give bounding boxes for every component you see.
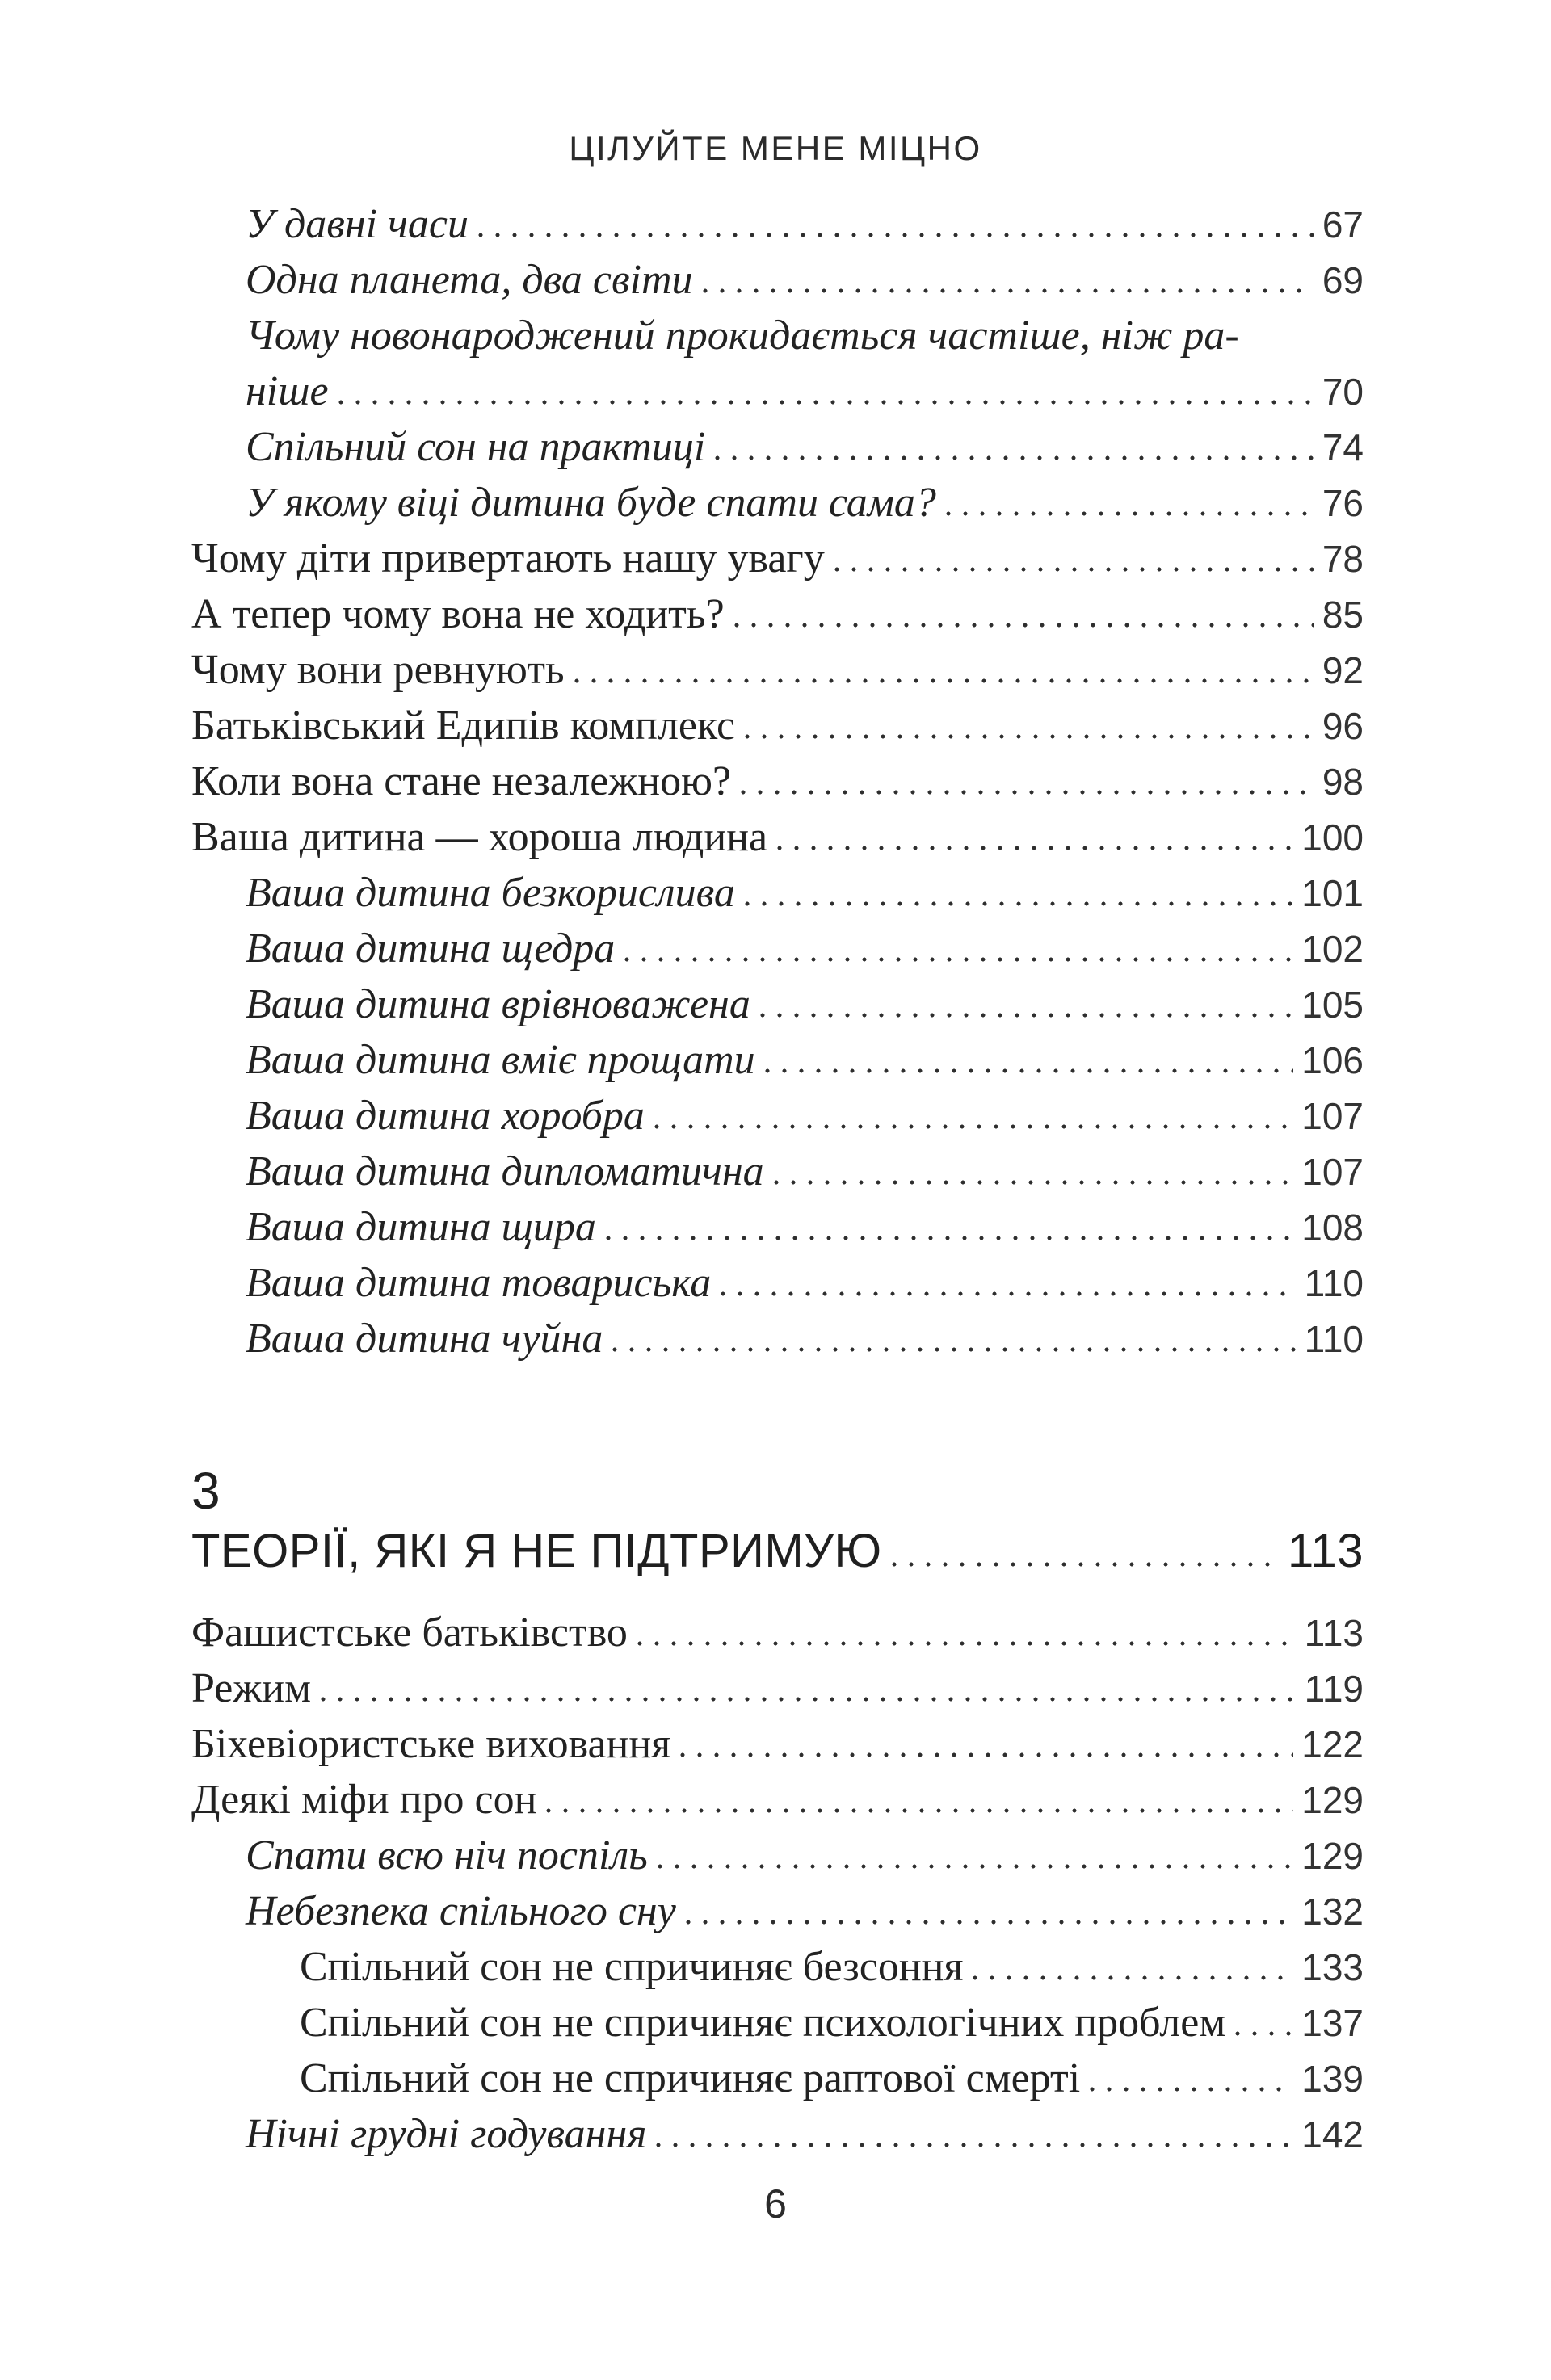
entry-title: У якому віці дитина буде спати сама?	[246, 480, 936, 526]
entry-page-number: 110	[1304, 1318, 1364, 1360]
toc-entry	[191, 1255, 1364, 1311]
entry-page-number: 98	[1322, 761, 1364, 803]
toc-entry	[191, 1088, 1364, 1144]
dot-leader	[703, 288, 1314, 293]
toc-entry	[191, 586, 1364, 642]
dot-leader	[546, 1808, 1293, 1813]
entry-page-number: 101	[1301, 872, 1364, 914]
toc-entry	[191, 475, 1364, 531]
dot-leader	[973, 1975, 1293, 1980]
dot-leader	[686, 1920, 1293, 1925]
running-header: ЦІЛУЙТЕ МЕНЕ МІЦНО	[569, 129, 982, 167]
dot-leader	[654, 1124, 1293, 1129]
dot-leader	[777, 846, 1293, 850]
toc-entry	[191, 1032, 1364, 1088]
table-of-contents	[191, 196, 1364, 2162]
entry-title: Спільний сон не спричиняє безсоння	[300, 1944, 964, 1990]
toc-entry	[191, 1660, 1364, 1716]
dot-leader	[715, 455, 1314, 460]
dot-leader	[721, 1291, 1296, 1296]
toc-entry	[191, 1716, 1364, 1772]
entry-page-number: 76	[1322, 482, 1364, 524]
entry-title: Ваша дитина щира	[246, 1204, 596, 1250]
entry-title: Ваша дитина товариська	[246, 1260, 712, 1306]
entry-page-number: 74	[1322, 426, 1364, 468]
dot-leader	[658, 1864, 1293, 1869]
toc-entry	[191, 196, 1364, 252]
entry-page-number: 142	[1301, 2113, 1364, 2155]
entry-page-number: 139	[1301, 2058, 1364, 2100]
entry-title: Ваша дитина безкорислива	[246, 870, 735, 916]
entry-page-number: 100	[1301, 816, 1364, 858]
toc-entry	[191, 1772, 1364, 1828]
entry-title: Спати всю ніч поспіль	[246, 1832, 648, 1878]
entry-title: Чому новонароджений прокидається частіше, ніж ра-	[246, 313, 1239, 359]
entry-page-number: 85	[1322, 594, 1364, 636]
toc-entry	[191, 698, 1364, 753]
entry-title: Ваша дитина хоробра	[246, 1093, 645, 1139]
entry-page-number: 106	[1301, 1039, 1364, 1081]
entry-page-number: 107	[1301, 1151, 1364, 1193]
entry-page-number: 108	[1301, 1207, 1364, 1249]
entry-title: Небезпека спільного сну	[246, 1888, 676, 1934]
toc-entry	[191, 252, 1364, 308]
entry-title: Одна планета, два світи	[246, 257, 693, 303]
toc-entry	[191, 2050, 1364, 2106]
toc-entry	[191, 809, 1364, 865]
chapter-page-number: 113	[1288, 1525, 1364, 1577]
toc-entry	[191, 1311, 1364, 1366]
entry-title: Ваша дитина врівноважена	[246, 981, 750, 1027]
entry-title: Біхевіористське виховання	[191, 1721, 671, 1767]
dot-leader	[656, 2143, 1293, 2147]
dot-leader	[760, 1013, 1293, 1018]
entry-page-number: 92	[1322, 649, 1364, 691]
toc-entry	[191, 865, 1364, 921]
toc-section-bottom	[191, 1605, 1364, 2162]
entry-title: Спільний сон не спричиняє психологічних проблем	[300, 2000, 1226, 2046]
entry-title: Чому вони ревнують	[191, 647, 565, 693]
dot-leader	[612, 1347, 1296, 1352]
dot-leader	[321, 1697, 1297, 1702]
chapter-title: ТЕОРІЇ, ЯКІ Я НЕ ПІДТРИМУЮ	[191, 1525, 882, 1577]
toc-entry	[191, 976, 1364, 1032]
toc-entry	[191, 1939, 1364, 1995]
toc-entry	[191, 1199, 1364, 1255]
entry-page-number: 69	[1322, 259, 1364, 301]
entry-page-number: 110	[1304, 1262, 1364, 1304]
entry-title: А тепер чому вона не ходить?	[191, 591, 725, 637]
dot-leader	[946, 511, 1314, 516]
dot-leader	[834, 567, 1314, 572]
entry-page-number: 129	[1301, 1779, 1364, 1821]
entry-title: Ваша дитина щедра	[246, 926, 616, 972]
dot-leader	[574, 678, 1314, 683]
dot-leader	[741, 790, 1314, 795]
dot-leader	[1235, 2031, 1293, 2036]
entry-page-number: 133	[1301, 1946, 1364, 1988]
entry-title: ніше	[246, 368, 329, 414]
entry-page-number: 107	[1301, 1095, 1364, 1137]
toc-entry	[191, 308, 1364, 363]
toc-entry	[191, 1883, 1364, 1939]
toc-chapter-entry	[191, 1525, 1364, 1578]
dot-leader	[734, 623, 1314, 628]
toc-entry	[191, 1144, 1364, 1199]
toc-entry	[191, 753, 1364, 809]
entry-page-number: 96	[1322, 705, 1364, 747]
entry-page-number: 102	[1301, 928, 1364, 970]
toc-entry	[191, 419, 1364, 475]
toc-entry	[191, 642, 1364, 698]
entry-title: Батьківський Едипів комплекс	[191, 703, 736, 749]
entry-title: Чому діти привертають нашу увагу	[191, 535, 825, 581]
dot-leader	[606, 1236, 1293, 1240]
toc-entry	[191, 1995, 1364, 2050]
entry-page-number: 122	[1301, 1723, 1364, 1765]
entry-title: Режим	[191, 1665, 311, 1711]
entry-page-number: 67	[1322, 204, 1364, 246]
dot-leader	[745, 901, 1293, 906]
entry-title: Ваша дитина вміє прощати	[246, 1037, 755, 1083]
entry-title: Ваша дитина дипломатична	[246, 1148, 764, 1194]
entry-title: Нічні грудні годування	[246, 2111, 647, 2157]
dot-leader	[765, 1068, 1294, 1073]
entry-title: Спільний сон не спричиняє раптової смерті	[300, 2055, 1081, 2101]
entry-title: Спільний сон на практиці	[246, 424, 706, 470]
entry-title: Ваша дитина чуйна	[246, 1316, 603, 1362]
dot-leader	[1090, 2087, 1293, 2092]
entry-page-number: 70	[1322, 371, 1364, 413]
toc-entry	[191, 1828, 1364, 1883]
entry-page-number: 129	[1301, 1835, 1364, 1877]
dot-leader	[892, 1562, 1280, 1567]
dot-leader	[680, 1752, 1293, 1757]
entry-title: Коли вона стане незалежною?	[191, 758, 732, 804]
dot-leader	[624, 957, 1293, 962]
dot-leader	[338, 400, 1314, 405]
page-number: 6	[764, 2181, 787, 2227]
dot-leader	[745, 734, 1314, 739]
entry-title: Ваша дитина — хороша людина	[191, 814, 768, 860]
dot-leader	[637, 1641, 1297, 1646]
entry-page-number: 113	[1304, 1612, 1364, 1654]
dot-leader	[478, 233, 1314, 237]
toc-section-top	[191, 196, 1364, 1366]
entry-title: Деякі міфи про сон	[191, 1777, 537, 1823]
entry-page-number: 78	[1322, 538, 1364, 580]
dot-leader	[774, 1180, 1294, 1185]
toc-entry	[191, 531, 1364, 586]
toc-entry	[191, 1605, 1364, 1660]
entry-page-number: 132	[1301, 1891, 1364, 1933]
toc-entry	[191, 2106, 1364, 2162]
entry-title: У давні часи	[246, 201, 469, 247]
entry-page-number: 137	[1301, 2002, 1364, 2044]
entry-title: Фашистське батьківство	[191, 1610, 628, 1656]
toc-entry	[191, 921, 1364, 976]
toc-entry	[191, 363, 1364, 419]
chapter-number: 3	[191, 1462, 221, 1520]
entry-page-number: 105	[1301, 984, 1364, 1026]
entry-page-number: 119	[1304, 1668, 1364, 1710]
